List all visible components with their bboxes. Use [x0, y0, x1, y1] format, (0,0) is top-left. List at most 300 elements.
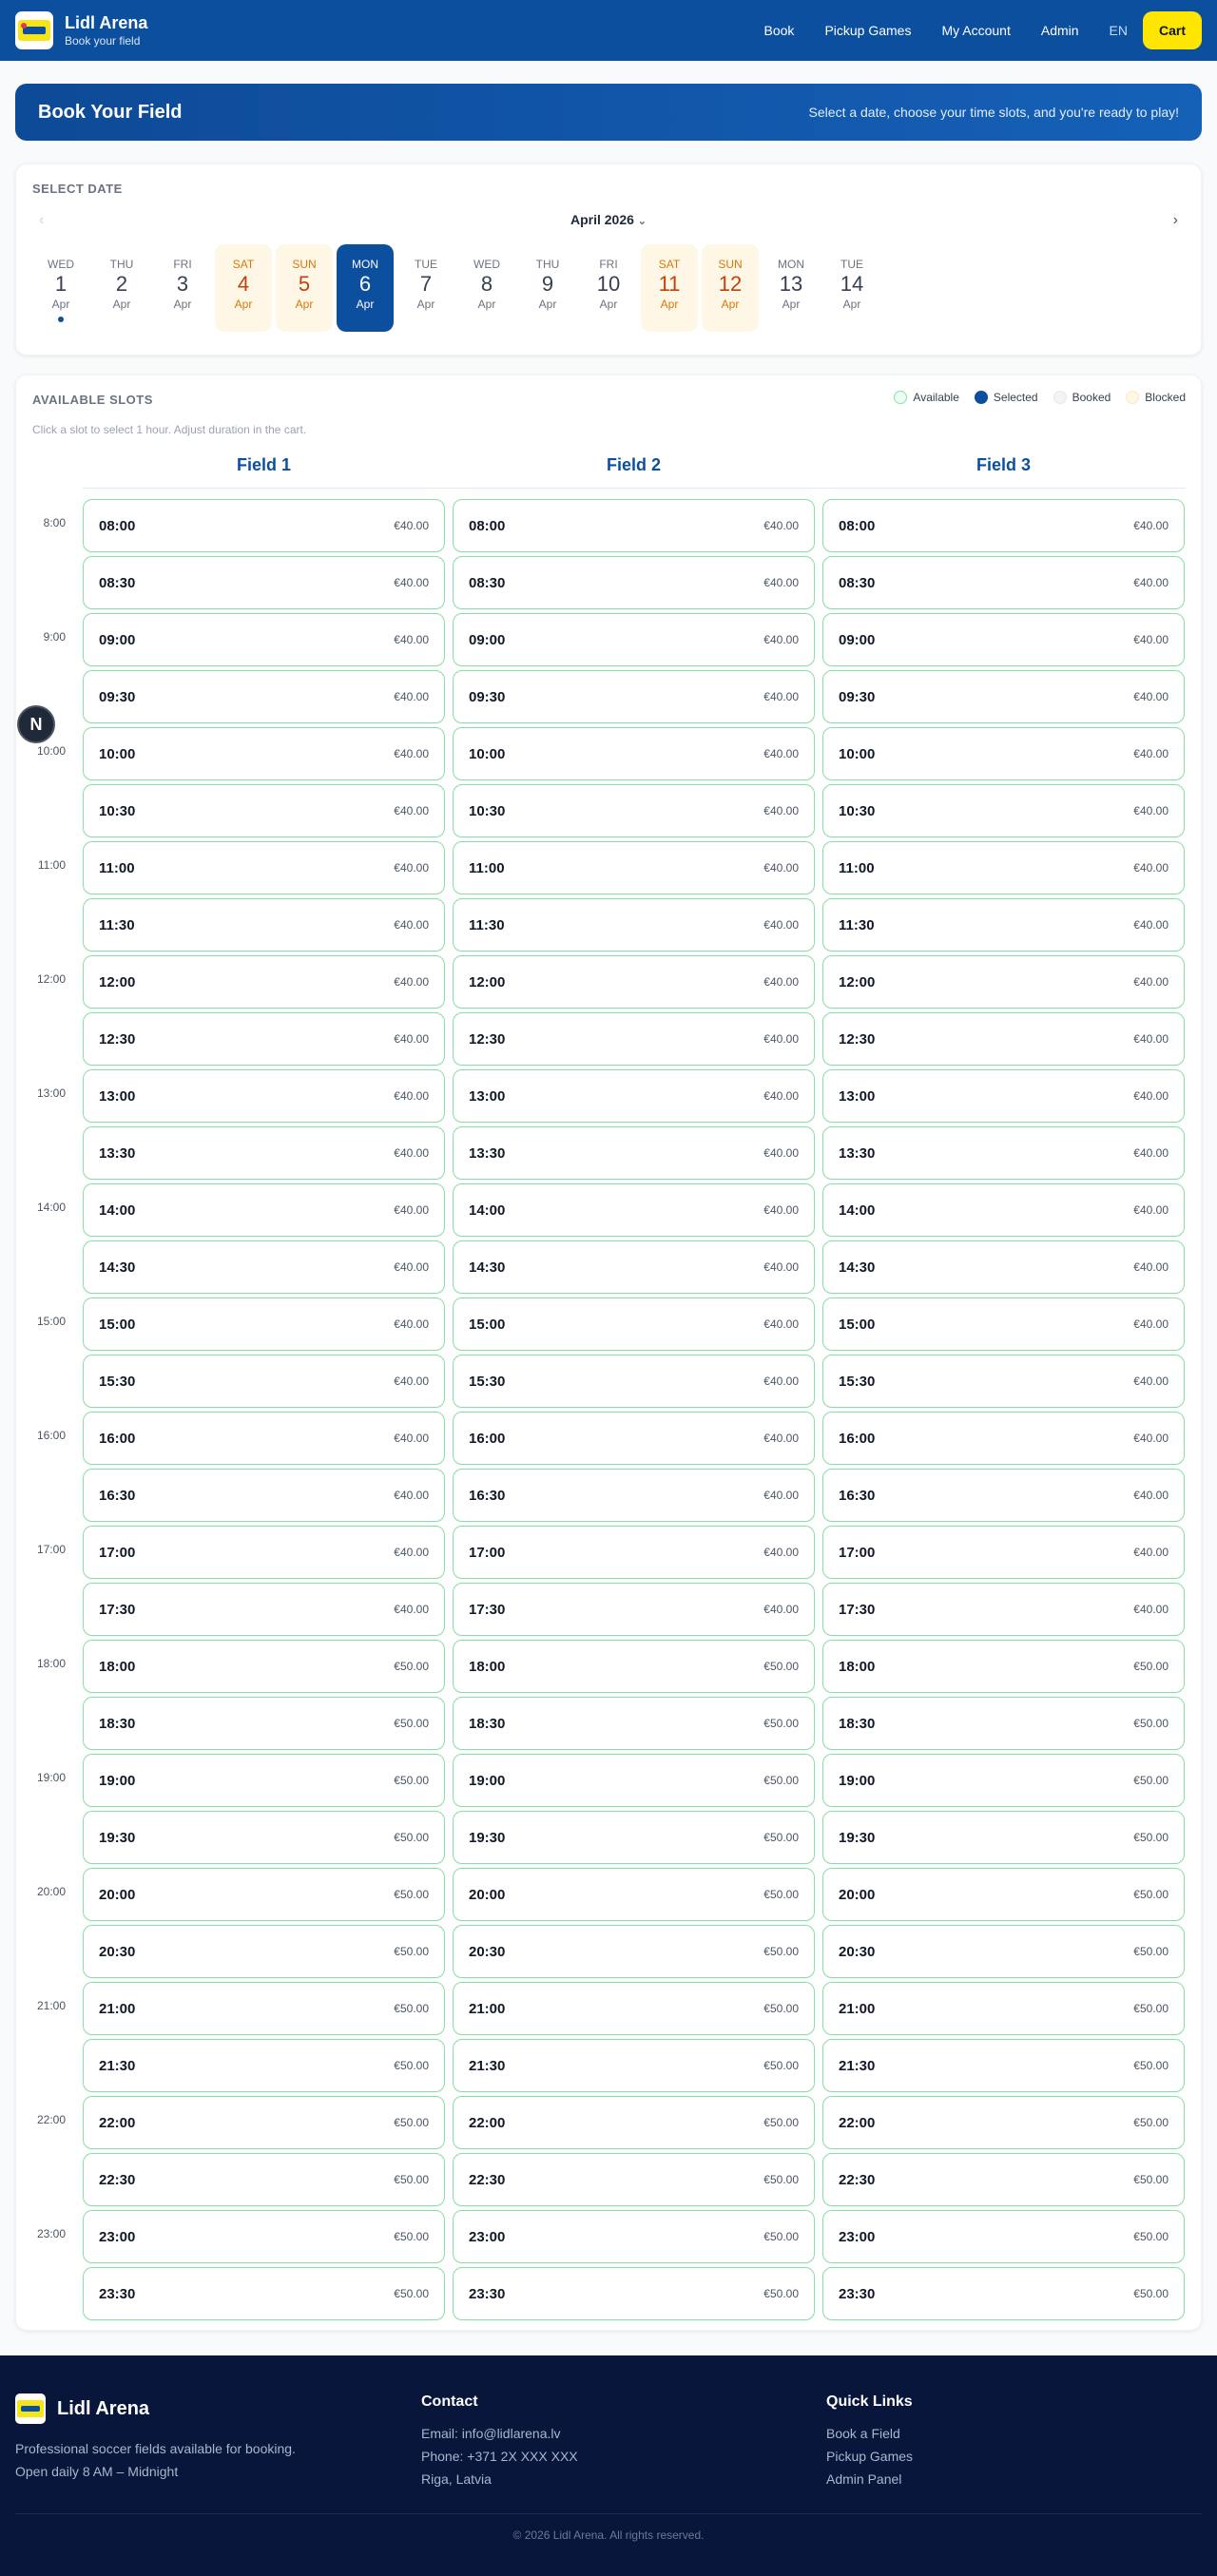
slot-time: 21:00 — [839, 2000, 876, 2017]
slot-field-1[interactable] — [83, 2267, 445, 2320]
date-option-14[interactable] — [823, 244, 880, 332]
hour-label: 20:00 — [36, 1885, 66, 1898]
slot-price: €50.00 — [763, 2059, 799, 2072]
date-option-8[interactable] — [458, 244, 515, 332]
slot-row — [16, 1807, 1201, 1864]
nav-link-my-account[interactable]: My Account — [941, 23, 1011, 38]
slot-field-3[interactable] — [822, 955, 1185, 1009]
slot-field-2[interactable] — [453, 613, 815, 666]
slot-time: 23:00 — [469, 2228, 506, 2245]
date-picker-card — [15, 163, 1202, 356]
slot-row — [16, 952, 1201, 1009]
slot-row — [16, 837, 1201, 894]
slot-field-1[interactable] — [83, 499, 445, 552]
slot-field-1[interactable] — [83, 1640, 445, 1693]
slot-time: 10:30 — [839, 802, 876, 819]
slot-field-2[interactable] — [453, 2210, 815, 2263]
slot-row — [16, 1693, 1201, 1750]
footer-contact-phone[interactable]: Phone: +371 2X XXX XXX — [421, 2449, 578, 2464]
slot-field-2[interactable] — [453, 1697, 815, 1750]
slot-time: 16:30 — [99, 1487, 136, 1504]
slot-field-2[interactable] — [453, 1868, 815, 1921]
slot-field-1[interactable] — [83, 1925, 445, 1978]
slot-time: 22:30 — [469, 2171, 506, 2188]
slot-price: €50.00 — [763, 1945, 799, 1958]
slot-time: 18:00 — [99, 1658, 136, 1675]
slot-field-2[interactable] — [453, 1183, 815, 1237]
slot-time: 22:00 — [99, 2114, 136, 2131]
slot-price: €40.00 — [1133, 918, 1169, 932]
footer-link-book-a-field[interactable]: Book a Field — [826, 2426, 900, 2441]
slot-price: €40.00 — [394, 1489, 429, 1502]
slot-price: €40.00 — [763, 1317, 799, 1331]
next-month-chevron-icon[interactable]: › — [1172, 212, 1178, 228]
slot-field-1[interactable] — [83, 1355, 445, 1408]
slot-field-3[interactable] — [822, 1754, 1185, 1807]
footer-link-admin-panel[interactable]: Admin Panel — [826, 2471, 902, 2487]
slot-time: 10:00 — [469, 745, 506, 762]
slot-time: 10:00 — [839, 745, 876, 762]
slot-time: 12:30 — [839, 1030, 876, 1048]
slot-price: €50.00 — [1133, 1660, 1169, 1673]
slot-row — [16, 552, 1201, 609]
date-weekday: SAT — [658, 258, 681, 271]
slot-time: 11:00 — [469, 859, 505, 876]
slot-field-2[interactable] — [453, 1126, 815, 1180]
slot-row — [16, 1921, 1201, 1978]
date-option-10[interactable] — [580, 244, 637, 332]
slot-row — [16, 1465, 1201, 1522]
chevron-down-icon: ⌄ — [637, 216, 647, 227]
slot-field-1[interactable] — [83, 1412, 445, 1465]
slot-time: 17:00 — [99, 1544, 136, 1561]
slot-field-2[interactable] — [453, 499, 815, 552]
available-slots-heading: AVAILABLE SLOTS — [32, 393, 153, 407]
month-selector[interactable] — [16, 212, 1201, 227]
slot-field-2[interactable] — [453, 2039, 815, 2092]
slot-price: €40.00 — [763, 576, 799, 589]
slot-field-1[interactable] — [83, 1240, 445, 1294]
slot-price: €50.00 — [763, 2002, 799, 2015]
slot-field-2[interactable] — [453, 1412, 815, 1465]
slot-price: €40.00 — [1133, 1032, 1169, 1046]
slot-time: 20:00 — [839, 1886, 876, 1903]
date-option-4[interactable] — [215, 244, 272, 332]
slot-field-1[interactable] — [83, 1754, 445, 1807]
slot-price: €50.00 — [763, 2230, 799, 2243]
slot-field-2[interactable] — [453, 2096, 815, 2149]
slot-time: 23:00 — [839, 2228, 876, 2245]
slot-field-3[interactable] — [822, 784, 1185, 837]
slot-time: 12:00 — [469, 973, 506, 990]
date-month: Apr — [356, 298, 375, 311]
date-month: Apr — [721, 298, 740, 311]
slot-field-1[interactable] — [83, 1469, 445, 1522]
slot-field-1[interactable] — [83, 1982, 445, 2035]
nav-link-pickup-games[interactable]: Pickup Games — [824, 23, 912, 38]
slot-field-1[interactable] — [83, 1012, 445, 1066]
slot-time: 15:00 — [839, 1316, 876, 1333]
slot-field-2[interactable] — [453, 1982, 815, 2035]
slot-field-1[interactable] — [83, 1697, 445, 1750]
slot-price: €50.00 — [763, 2287, 799, 2300]
date-number: 8 — [480, 272, 493, 296]
slot-time: 14:30 — [99, 1259, 136, 1276]
slot-hint: Click a slot to select 1 hour. Adjust duration in the cart. — [32, 423, 307, 436]
slot-price: €40.00 — [763, 690, 799, 703]
slot-grid — [16, 495, 1201, 2320]
slot-field-2[interactable] — [453, 727, 815, 780]
slot-field-1[interactable] — [83, 613, 445, 666]
slot-time: 20:00 — [99, 1886, 136, 1903]
slot-field-1[interactable] — [83, 1298, 445, 1351]
slot-field-3[interactable] — [822, 1240, 1185, 1294]
slot-time: 21:30 — [469, 2057, 506, 2074]
nav-link-book[interactable]: Book — [763, 23, 795, 38]
slot-price: €40.00 — [763, 1489, 799, 1502]
slot-field-1[interactable] — [83, 727, 445, 780]
slot-time: 19:00 — [99, 1772, 136, 1789]
slot-price: €40.00 — [763, 747, 799, 760]
slot-field-2[interactable] — [453, 841, 815, 894]
slot-field-3[interactable] — [822, 556, 1185, 609]
slot-time: 20:30 — [839, 1943, 876, 1960]
slot-field-1[interactable] — [83, 1126, 445, 1180]
footer-contact — [421, 2393, 578, 2490]
date-option-6[interactable] — [337, 244, 394, 332]
slot-field-1[interactable] — [83, 2210, 445, 2263]
date-option-11[interactable] — [641, 244, 698, 332]
date-option-13[interactable] — [763, 244, 820, 332]
hero-banner — [15, 84, 1202, 141]
slot-time: 18:30 — [469, 1715, 506, 1732]
slot-price: €40.00 — [1133, 519, 1169, 532]
slot-field-2[interactable] — [453, 784, 815, 837]
date-number: 5 — [298, 272, 311, 296]
slot-field-3[interactable] — [822, 1811, 1185, 1864]
slot-time: 20:30 — [99, 1943, 136, 1960]
hour-label: 18:00 — [36, 1657, 66, 1670]
slot-field-3[interactable] — [822, 2267, 1185, 2320]
slot-field-3[interactable] — [822, 1640, 1185, 1693]
slot-field-3[interactable] — [822, 1126, 1185, 1180]
slot-time: 09:00 — [839, 631, 876, 648]
next-dev-badge-icon[interactable]: N — [17, 705, 55, 743]
slot-field-2[interactable] — [453, 1925, 815, 1978]
slot-field-1[interactable] — [83, 841, 445, 894]
slot-price: €50.00 — [394, 2230, 429, 2243]
slot-field-3[interactable] — [822, 2210, 1185, 2263]
slot-field-3[interactable] — [822, 1925, 1185, 1978]
slot-field-1[interactable] — [83, 1526, 445, 1579]
slot-price: €40.00 — [394, 918, 429, 932]
slot-price: €40.00 — [1133, 1489, 1169, 1502]
date-option-12[interactable] — [702, 244, 759, 332]
hour-label: 14:00 — [36, 1201, 66, 1214]
slot-field-2[interactable] — [453, 2153, 815, 2206]
slot-price: €50.00 — [763, 1831, 799, 1844]
legend-item-blocked — [1126, 391, 1186, 404]
slot-price: €40.00 — [763, 1089, 799, 1103]
slot-time: 22:00 — [469, 2114, 506, 2131]
slot-field-2[interactable] — [453, 2267, 815, 2320]
slot-row — [16, 2035, 1201, 2092]
field-1-header: Field 1 — [236, 455, 291, 474]
slot-field-3[interactable] — [822, 2039, 1185, 2092]
date-option-1[interactable] — [32, 244, 89, 332]
footer-link-pickup-games[interactable]: Pickup Games — [826, 2449, 914, 2464]
slot-price: €50.00 — [394, 2287, 429, 2300]
slot-field-1[interactable] — [83, 2096, 445, 2149]
slot-field-2[interactable] — [453, 670, 815, 723]
footer-contact-email[interactable]: Email: info@lidlarena.lv — [421, 2426, 561, 2441]
slot-row — [16, 1294, 1201, 1351]
slot-field-2[interactable] — [453, 1355, 815, 1408]
slot-time: 13:30 — [99, 1144, 136, 1162]
slot-field-3[interactable] — [822, 1469, 1185, 1522]
slot-time: 13:30 — [839, 1144, 876, 1162]
hero-title: Book Your Field — [38, 101, 183, 123]
slot-field-3[interactable] — [822, 499, 1185, 552]
slot-price: €40.00 — [394, 1146, 429, 1160]
slot-field-2[interactable] — [453, 1298, 815, 1351]
slot-field-2[interactable] — [453, 1240, 815, 1294]
date-month: Apr — [234, 298, 253, 311]
slot-time: 11:00 — [99, 859, 135, 876]
slot-time: 11:00 — [839, 859, 875, 876]
slot-field-1[interactable] — [83, 955, 445, 1009]
slot-price: €40.00 — [1133, 1089, 1169, 1103]
slot-field-3[interactable] — [822, 2153, 1185, 2206]
hour-label: 12:00 — [36, 972, 66, 986]
date-weekday: SUN — [292, 258, 317, 271]
slot-time: 20:30 — [469, 1943, 506, 1960]
slot-field-1[interactable] — [83, 1868, 445, 1921]
slot-field-1[interactable] — [83, 1069, 445, 1123]
slot-time: 19:00 — [469, 1772, 506, 1789]
slot-field-3[interactable] — [822, 613, 1185, 666]
slot-time: 13:00 — [839, 1087, 876, 1105]
slot-field-3[interactable] — [822, 1069, 1185, 1123]
footer-divider — [15, 2513, 1202, 2514]
date-number: 12 — [718, 272, 743, 296]
footer — [0, 2355, 1217, 2576]
slot-field-2[interactable] — [453, 1069, 815, 1123]
slot-field-2[interactable] — [453, 1811, 815, 1864]
slot-field-3[interactable] — [822, 898, 1185, 952]
slot-price: €50.00 — [394, 1831, 429, 1844]
brand[interactable] — [65, 12, 147, 48]
slot-row — [16, 1636, 1201, 1693]
slot-time: 23:00 — [99, 2228, 136, 2245]
slot-row — [16, 1978, 1201, 2035]
slot-field-3[interactable] — [822, 1868, 1185, 1921]
slot-time: 15:30 — [469, 1373, 506, 1390]
slot-row — [16, 1123, 1201, 1180]
slot-price: €50.00 — [1133, 2173, 1169, 2186]
slot-price: €40.00 — [763, 804, 799, 817]
slot-time: 14:00 — [469, 1201, 506, 1219]
slot-time: 09:30 — [469, 688, 506, 705]
slot-time: 10:30 — [99, 802, 136, 819]
slot-price: €40.00 — [1133, 1375, 1169, 1388]
slot-field-1[interactable] — [83, 556, 445, 609]
date-option-2[interactable] — [93, 244, 150, 332]
slot-time: 12:30 — [469, 1030, 506, 1048]
slot-field-2[interactable] — [453, 1583, 815, 1636]
slot-price: €50.00 — [1133, 2287, 1169, 2300]
slot-time: 17:00 — [469, 1544, 506, 1561]
nav-links — [734, 11, 1202, 49]
date-number: 13 — [779, 272, 803, 296]
brand-title: Lidl Arena — [65, 13, 148, 32]
slot-time: 13:00 — [469, 1087, 506, 1105]
footer-links-title: Quick Links — [826, 2393, 913, 2410]
legend-label: Booked — [1072, 391, 1111, 404]
slot-field-2[interactable] — [453, 1012, 815, 1066]
slot-price: €40.00 — [763, 1260, 799, 1274]
slot-price: €40.00 — [394, 1260, 429, 1274]
slot-price: €40.00 — [1133, 633, 1169, 646]
slot-price: €40.00 — [1133, 747, 1169, 760]
slot-price: €40.00 — [394, 861, 429, 875]
slot-price: €40.00 — [394, 1432, 429, 1445]
date-month: Apr — [477, 298, 496, 311]
slot-price: €50.00 — [1133, 1945, 1169, 1958]
slot-field-2[interactable] — [453, 556, 815, 609]
slot-time: 08:00 — [469, 517, 506, 534]
slot-price: €40.00 — [394, 1317, 429, 1331]
footer-description-line: Professional soccer fields available for booking. — [15, 2441, 296, 2456]
slot-time: 17:30 — [839, 1601, 876, 1618]
slot-price: €40.00 — [1133, 1260, 1169, 1274]
slot-time: 08:30 — [839, 574, 876, 591]
slot-field-1[interactable] — [83, 670, 445, 723]
date-weekday: WED — [473, 258, 500, 271]
date-number: 7 — [419, 272, 433, 296]
slot-price: €40.00 — [1133, 1146, 1169, 1160]
slot-field-3[interactable] — [822, 1982, 1185, 2035]
slot-field-3[interactable] — [822, 1412, 1185, 1465]
hour-label: 8:00 — [43, 516, 66, 529]
top-navbar — [0, 0, 1217, 61]
slot-row — [16, 2263, 1201, 2320]
slot-field-2[interactable] — [453, 898, 815, 952]
date-weekday: THU — [535, 258, 560, 271]
slot-time: 17:30 — [99, 1601, 136, 1618]
footer-brand: Lidl Arena — [57, 2397, 150, 2419]
slot-field-3[interactable] — [822, 1583, 1185, 1636]
slot-field-1[interactable] — [83, 898, 445, 952]
slot-field-3[interactable] — [822, 1697, 1185, 1750]
slot-field-2[interactable] — [453, 1640, 815, 1693]
slot-time: 10:00 — [99, 745, 136, 762]
slot-field-1[interactable] — [83, 2153, 445, 2206]
slot-price: €40.00 — [763, 1546, 799, 1559]
slot-time: 09:30 — [99, 688, 136, 705]
slot-price: €40.00 — [1133, 576, 1169, 589]
slot-time: 14:30 — [469, 1259, 506, 1276]
slot-price: €40.00 — [763, 918, 799, 932]
slot-time: 22:30 — [839, 2171, 876, 2188]
slot-price: €50.00 — [1133, 2230, 1169, 2243]
lidl-arena-logo-icon[interactable] — [15, 11, 53, 49]
slot-time: 11:30 — [469, 916, 505, 933]
slot-time: 21:00 — [99, 2000, 136, 2017]
slot-price: €40.00 — [1133, 1203, 1169, 1217]
slot-field-2[interactable] — [453, 955, 815, 1009]
date-month: Apr — [416, 298, 435, 311]
date-option-3[interactable] — [154, 244, 211, 332]
slot-price: €40.00 — [763, 1146, 799, 1160]
slot-field-3[interactable] — [822, 1298, 1185, 1351]
slot-field-1[interactable] — [83, 1583, 445, 1636]
slot-field-3[interactable] — [822, 2096, 1185, 2149]
slot-price: €40.00 — [394, 519, 429, 532]
slot-time: 18:00 — [839, 1658, 876, 1675]
date-number: 6 — [358, 272, 372, 296]
slot-field-1[interactable] — [83, 1811, 445, 1864]
slot-field-3[interactable] — [822, 841, 1185, 894]
slot-field-1[interactable] — [83, 2039, 445, 2092]
nav-link-admin[interactable]: Admin — [1040, 23, 1079, 38]
slot-field-3[interactable] — [822, 1012, 1185, 1066]
date-weekday: WED — [48, 258, 74, 271]
slot-field-1[interactable] — [83, 784, 445, 837]
language-switcher[interactable]: EN — [1109, 23, 1128, 38]
slot-field-2[interactable] — [453, 1754, 815, 1807]
slot-price: €40.00 — [763, 861, 799, 875]
slot-price: €40.00 — [394, 975, 429, 989]
slot-time: 20:00 — [469, 1886, 506, 1903]
date-number: 9 — [541, 272, 554, 296]
slot-price: €40.00 — [763, 519, 799, 532]
hour-label: 13:00 — [36, 1086, 66, 1100]
hour-label: 21:00 — [36, 1999, 66, 2012]
cart-button[interactable]: Cart — [1143, 11, 1202, 49]
slot-field-3[interactable] — [822, 1355, 1185, 1408]
slot-row — [16, 1522, 1201, 1579]
slot-field-1[interactable] — [83, 1183, 445, 1237]
slot-row — [16, 780, 1201, 837]
slot-price: €40.00 — [394, 747, 429, 760]
date-option-5[interactable] — [276, 244, 333, 332]
slot-time: 19:30 — [469, 1829, 506, 1846]
legend-item-selected — [975, 391, 1038, 404]
date-option-7[interactable] — [397, 244, 454, 332]
slot-time: 18:30 — [839, 1715, 876, 1732]
slot-price: €50.00 — [1133, 1831, 1169, 1844]
field-header-divider — [83, 488, 1186, 489]
slot-time: 14:30 — [839, 1259, 876, 1276]
slot-price: €40.00 — [394, 1603, 429, 1616]
slot-price: €40.00 — [1133, 1603, 1169, 1616]
slot-field-3[interactable] — [822, 1526, 1185, 1579]
slot-price: €40.00 — [394, 1032, 429, 1046]
legend-item-booked — [1053, 391, 1111, 404]
slot-row — [16, 1180, 1201, 1237]
slot-field-3[interactable] — [822, 670, 1185, 723]
slot-row — [16, 1351, 1201, 1408]
slot-row — [16, 1864, 1201, 1921]
prev-month-chevron-icon[interactable]: ‹ — [39, 212, 45, 228]
slot-field-3[interactable] — [822, 727, 1185, 780]
slot-field-2[interactable] — [453, 1469, 815, 1522]
date-option-9[interactable] — [519, 244, 576, 332]
slot-field-3[interactable] — [822, 1183, 1185, 1237]
slot-field-2[interactable] — [453, 1526, 815, 1579]
slot-time: 12:00 — [839, 973, 876, 990]
